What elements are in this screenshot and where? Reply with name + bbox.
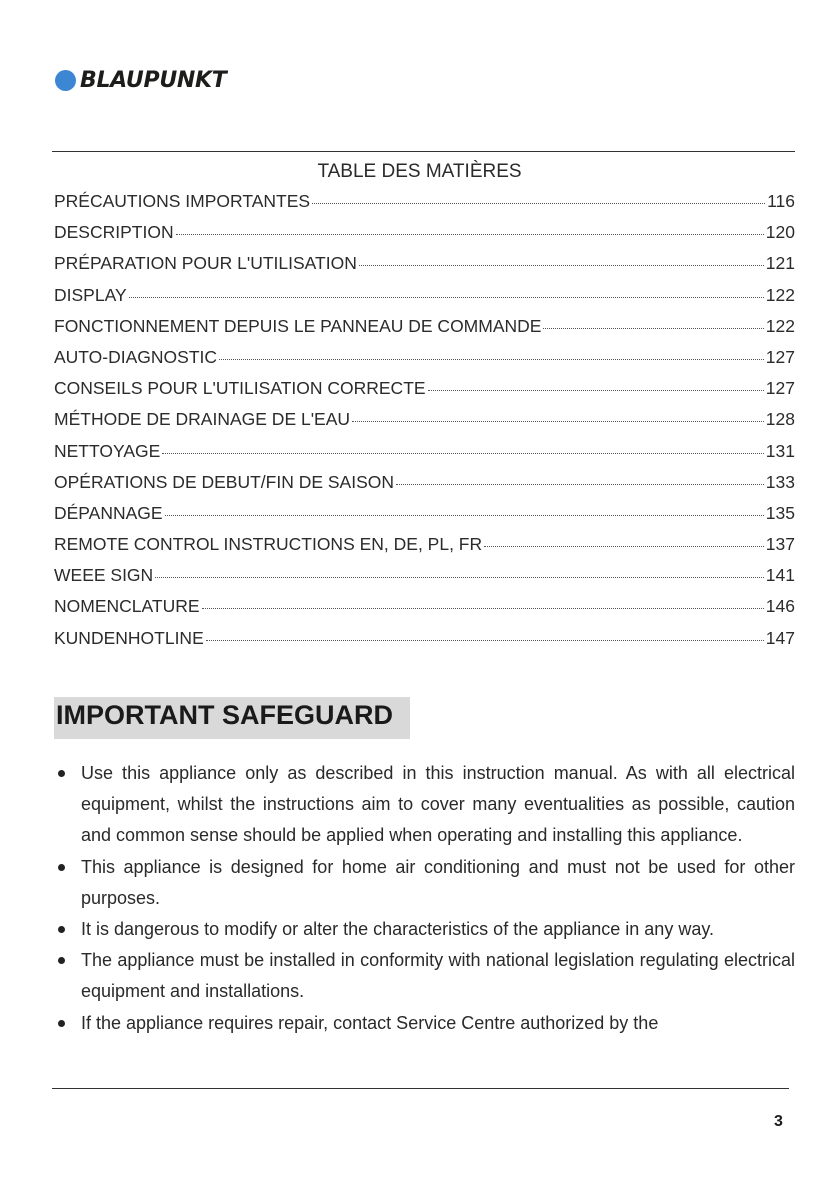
toc-entry-label: DISPLAY <box>54 284 127 305</box>
toc-entry-page: 122 <box>765 284 795 305</box>
bullet-icon <box>58 957 65 964</box>
list-item-text: This appliance is designed for home air conditioning and must not be used for other purposes. <box>81 856 795 908</box>
toc-entry-label: CONSEILS POUR L'UTILISATION CORRECTE <box>54 378 426 399</box>
toc-leader <box>155 577 764 578</box>
toc-entry-page: 121 <box>765 253 795 274</box>
bullet-icon <box>58 864 65 871</box>
toc-entry-page: 116 <box>767 191 795 211</box>
toc-entry-label: PRÉCAUTIONS IMPORTANTES <box>54 191 311 211</box>
brand-name: BLAUPUNKT <box>80 68 227 93</box>
toc-entry <box>54 409 795 440</box>
toc-entry-page: 127 <box>765 346 795 367</box>
toc-leader <box>176 234 764 235</box>
toc-entry <box>54 285 795 316</box>
toc-entry-page: 128 <box>765 409 795 430</box>
toc-entry-label: REMOTE CONTROL INSTRUCTIONS EN, DE, PL, FR <box>54 534 483 555</box>
toc-entry-label: OPÉRATIONS DE DEBUT/FIN DE SAISON <box>54 471 395 492</box>
bullet-icon <box>58 926 65 933</box>
top-divider <box>52 151 795 152</box>
toc-leader <box>543 328 763 329</box>
toc-entry <box>54 378 795 409</box>
toc-entry <box>54 191 795 222</box>
toc-leader <box>484 546 764 547</box>
toc-entry-label: AUTO-DIAGNOSTIC <box>54 346 218 367</box>
toc-title: TABLE DES MATIÈRES <box>317 161 522 182</box>
list-item-text: It is dangerous to modify or alter the characteristics of the appliance in any way. <box>81 919 714 940</box>
bullet-icon <box>58 770 65 777</box>
list-item <box>56 852 795 914</box>
toc-entry-label: MÉTHODE DE DRAINAGE DE L'EAU <box>54 409 351 430</box>
toc-entry-page: 135 <box>765 502 795 523</box>
toc-leader <box>312 203 765 204</box>
list-item-text: The appliance must be installed in conformity with national legislation regulating electrical equipment and installations. <box>81 950 795 1002</box>
toc-entry-page: 133 <box>765 471 795 492</box>
toc-entry <box>54 316 795 347</box>
logo-dot-icon <box>55 70 76 91</box>
brand-logo <box>55 68 226 93</box>
toc-entry-page: 122 <box>765 315 795 336</box>
bullet-icon <box>58 1020 65 1027</box>
list-item-text: Use this appliance only as described in this instruction manual. As with all electrical equipment, whilst the instructions aim to cover many eventualities as possible, caution and common sense should be applied when operating and installing this appliance. <box>81 763 795 846</box>
toc-entry <box>54 565 795 596</box>
toc-entry-label: NETTOYAGE <box>54 440 161 461</box>
toc-entry-label: PRÉPARATION POUR L'UTILISATION <box>54 253 357 274</box>
toc-entry-page: 146 <box>765 596 795 617</box>
toc-entry-page: 141 <box>765 565 795 586</box>
list-item <box>56 758 795 852</box>
safeguard-list <box>56 758 795 1039</box>
toc-leader <box>352 421 764 422</box>
toc-entry-label: DESCRIPTION <box>54 222 174 243</box>
toc-entry <box>54 472 795 503</box>
toc-entry <box>54 534 795 565</box>
list-item <box>56 914 795 945</box>
toc-entry <box>54 253 795 284</box>
toc-leader <box>162 453 763 454</box>
toc-entry <box>54 222 795 253</box>
toc-leader <box>396 484 764 485</box>
toc-entry <box>54 596 795 627</box>
toc-entry <box>54 628 795 659</box>
toc-entry-label: KUNDENHOTLINE <box>54 627 204 648</box>
toc-entry-page: 147 <box>765 627 795 648</box>
section-heading: IMPORTANT SAFEGUARD <box>56 700 393 730</box>
page-number: 3 <box>774 1113 783 1130</box>
toc-leader <box>428 390 764 391</box>
toc-entry-label: DÉPANNAGE <box>54 502 163 523</box>
toc-entry-page: 131 <box>765 440 795 461</box>
toc-entry <box>54 441 795 472</box>
bottom-divider <box>52 1088 789 1089</box>
list-item <box>56 945 795 1007</box>
toc-leader <box>165 515 764 516</box>
toc-leader <box>219 359 764 360</box>
toc-entry-page: 137 <box>765 534 795 555</box>
toc-leader <box>202 608 764 609</box>
list-item <box>56 1008 795 1039</box>
toc-entry-label: FONCTIONNEMENT DEPUIS LE PANNEAU DE COMMANDE <box>54 315 542 336</box>
list-item-text: If the appliance requires repair, contact Service Centre authorized by the <box>81 1012 659 1033</box>
table-of-contents <box>54 191 795 659</box>
toc-entry <box>54 347 795 378</box>
toc-entry-page: 127 <box>765 378 795 399</box>
toc-leader <box>359 265 764 266</box>
toc-leader <box>129 297 764 298</box>
toc-leader <box>206 640 764 641</box>
toc-entry-label: WEEE SIGN <box>54 565 154 586</box>
toc-entry-page: 120 <box>765 222 795 243</box>
toc-entry <box>54 503 795 534</box>
toc-entry-label: NOMENCLATURE <box>54 596 200 617</box>
